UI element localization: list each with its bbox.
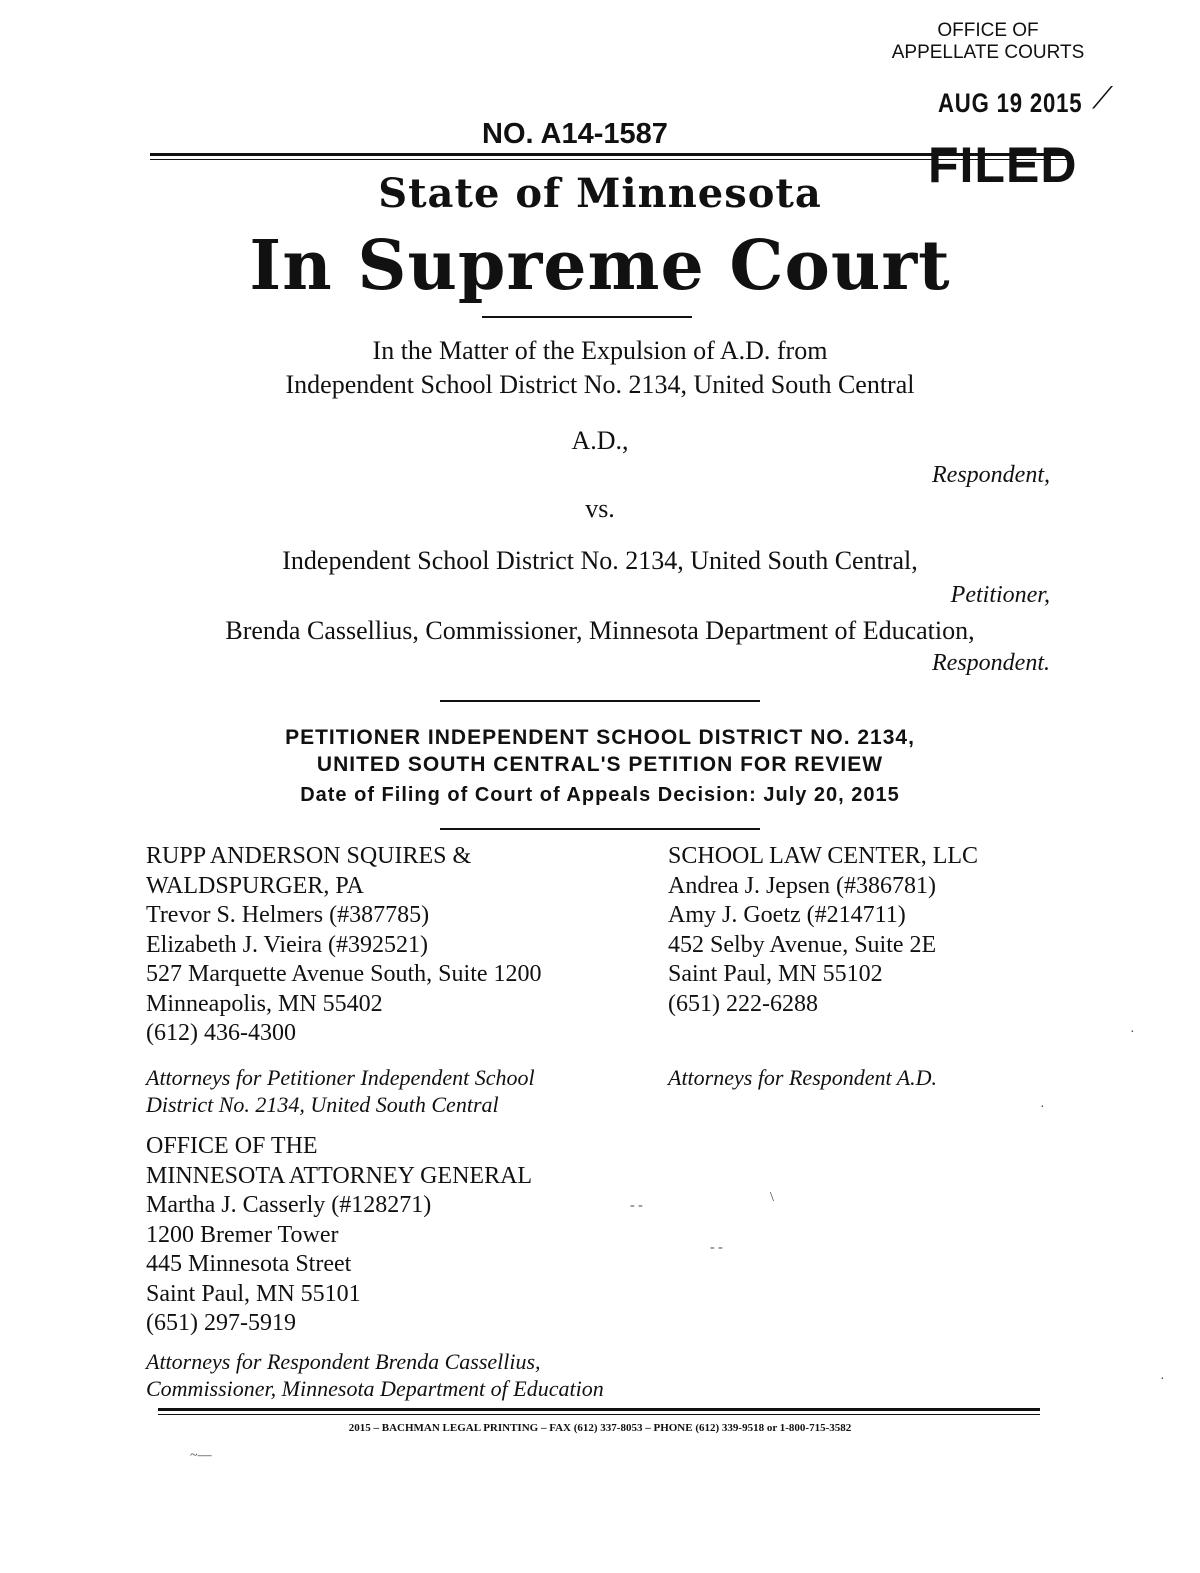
party-district-role: Petitioner, <box>950 582 1050 608</box>
counsel-line: WALDSPURGER, PA <box>146 872 364 899</box>
role-line: Attorneys for Respondent Brenda Cassellius, <box>146 1349 541 1374</box>
document-title-line1: PETITIONER INDEPENDENT SCHOOL DISTRICT NO. 2134, <box>285 726 915 749</box>
footer-double-rule <box>158 1408 1040 1415</box>
counsel-line: MINNESOTA ATTORNEY GENERAL <box>146 1162 533 1189</box>
counsel-attorney-general-role <box>146 1348 604 1402</box>
stamp-initials-mark: ⟋ <box>1092 82 1113 115</box>
stamp-office-line2: APPELLATE COURTS <box>891 42 1085 63</box>
counsel-attorney-general <box>146 1132 532 1339</box>
document-title-line2: UNITED SOUTH CENTRAL'S PETITION FOR REVIEW <box>316 753 884 776</box>
stamp-date: AUG 19 2015 <box>938 88 1083 118</box>
party-commissioner-role: Respondent. <box>932 650 1050 676</box>
matter-line1: In the Matter of the Expulsion of A.D. from <box>372 336 828 365</box>
counsel-line: Minneapolis, MN 55402 <box>146 990 383 1017</box>
counsel-line: Martha J. Casserly (#128271) <box>146 1192 432 1218</box>
scan-mark: · <box>1040 1100 1045 1115</box>
counsel-line: RUPP ANDERSON SQUIRES & <box>146 843 472 869</box>
counsel-line: 445 Minnesota Street <box>146 1251 352 1277</box>
court-title: In Supreme Court <box>249 226 951 306</box>
matter-line2: Independent School District No. 2134, United South Central <box>285 370 915 399</box>
counsel-line: Andrea J. Jepsen (#386781) <box>668 872 936 899</box>
scan-mark: \ <box>770 1190 774 1205</box>
counsel-line: Trevor S. Helmers (#387785) <box>146 902 430 928</box>
party-commissioner: Brenda Cassellius, Commissioner, Minnesota Department of Education, <box>225 616 975 645</box>
counsel-petitioner-role <box>146 1064 535 1118</box>
caption-divider <box>440 700 760 702</box>
scan-mark: ‐ ‐ <box>710 1240 723 1255</box>
counsel-line: (651) 297-5919 <box>146 1310 296 1336</box>
scan-mark: · <box>1160 1372 1165 1387</box>
party-ad: A.D., <box>571 426 629 455</box>
counsel-line: OFFICE OF THE <box>146 1133 318 1159</box>
printer-footer: 2015 – BACHMAN LEGAL PRINTING – FAX (612) 337-8053 – PHONE (612) 339-9518 or 1-800-715-3582 <box>348 1422 852 1434</box>
counsel-line: Saint Paul, MN 55102 <box>668 961 883 987</box>
role-line: Commissioner, Minnesota Department of Education <box>146 1376 604 1401</box>
document-title <box>0 724 1200 809</box>
counsel-line: Elizabeth J. Vieira (#392521) <box>146 931 429 958</box>
filing-stamp-office <box>868 20 1108 64</box>
party-ad-role: Respondent, <box>932 462 1050 488</box>
counsel-line: 1200 Bremer Tower <box>146 1221 339 1248</box>
title-divider <box>482 316 692 318</box>
scan-mark: - - <box>630 1198 643 1213</box>
counsel-line: SCHOOL LAW CENTER, LLC <box>668 843 979 869</box>
versus: vs. <box>585 494 615 523</box>
role-line: Attorneys for Petitioner Independent School <box>146 1065 535 1090</box>
counsel-respondent-ad-role: Attorneys for Respondent A.D. <box>668 1065 938 1090</box>
state-title: State of Minnesota <box>378 170 822 217</box>
counsel-petitioner <box>146 842 542 1049</box>
case-number: NO. A14-1587 <box>482 118 668 150</box>
counsel-line: (651) 222-6288 <box>668 990 818 1017</box>
party-district: Independent School District No. 2134, United South Central, <box>282 546 918 575</box>
scan-mark: ~— <box>190 1448 212 1463</box>
title-bottom-divider <box>440 828 760 830</box>
counsel-line: 452 Selby Avenue, Suite 2E <box>668 931 937 958</box>
role-line: District No. 2134, United South Central <box>146 1092 499 1117</box>
stamp-filed: FILED <box>928 137 1078 193</box>
counsel-line: 527 Marquette Avenue South, Suite 1200 <box>146 961 542 987</box>
header-double-rule <box>150 153 1070 160</box>
scan-mark: · <box>1130 1025 1135 1040</box>
stamp-office-line1: OFFICE OF <box>937 20 1039 41</box>
counsel-line: Amy J. Goetz (#214711) <box>668 902 906 928</box>
filing-date-line: Date of Filing of Court of Appeals Decision: July 20, 2015 <box>300 784 900 806</box>
matter-caption <box>0 334 1200 402</box>
counsel-line: (612) 436-4300 <box>146 1020 296 1046</box>
counsel-respondent-ad <box>668 842 978 1019</box>
counsel-line: Saint Paul, MN 55101 <box>146 1280 361 1307</box>
